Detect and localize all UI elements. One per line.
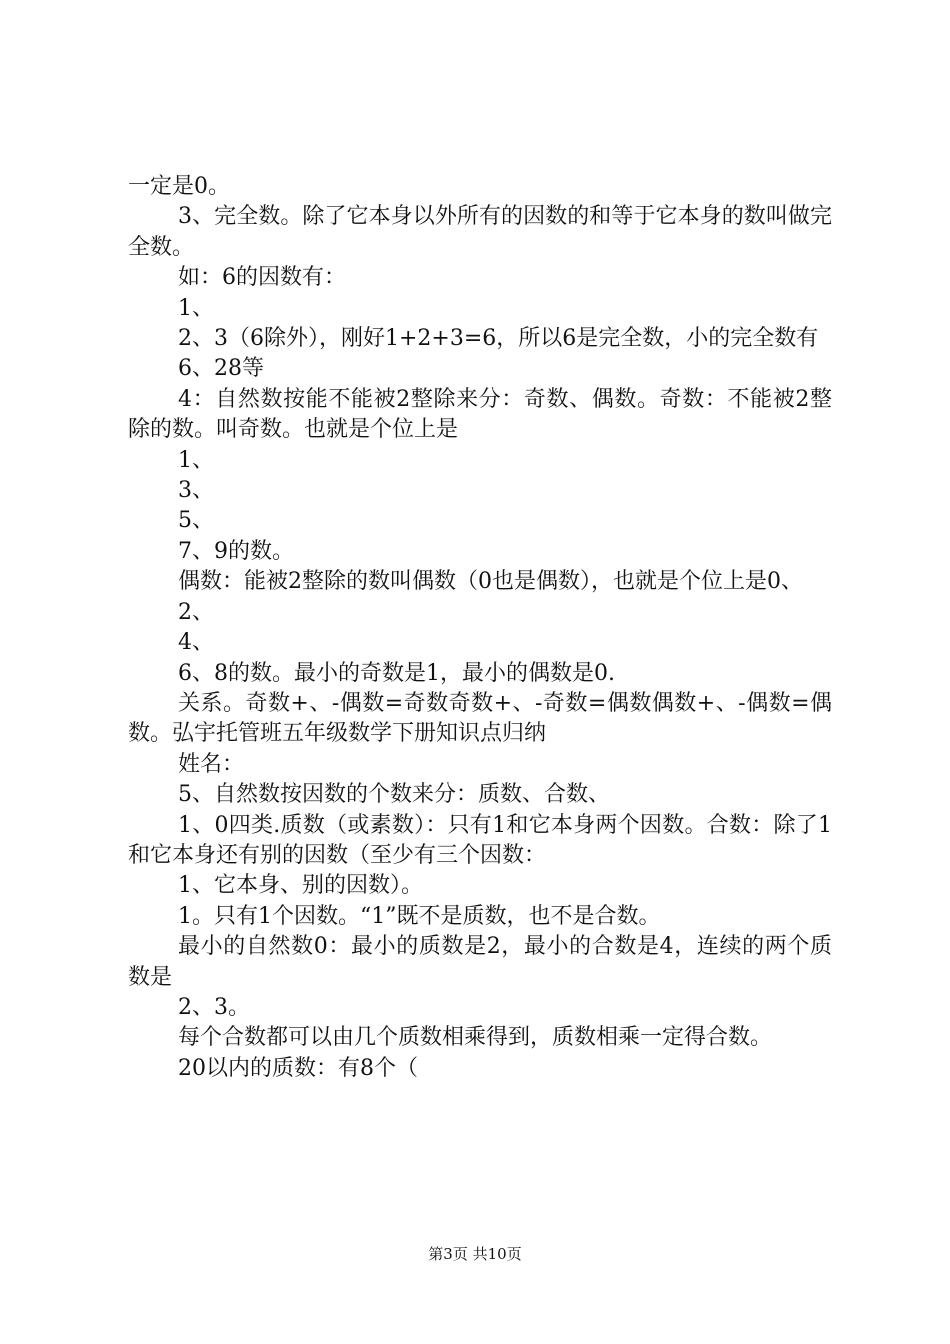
paragraph: 最小的自然数0：最小的质数是2，最小的合数是4，连续的两个质数是 (128, 934, 832, 990)
paragraph: 如：6的因数有： (178, 265, 346, 291)
paragraph: 1、 (178, 295, 214, 321)
page-footer: 第3页 共10页 (428, 1245, 522, 1263)
paragraph: 5、 (178, 508, 214, 534)
paragraph: 5、自然数按因数的个数来分：质数、合数、 (178, 782, 610, 808)
paragraph: 一定是0。 (128, 174, 230, 199)
paragraph: 每个合数都可以由几个质数相乘得到，质数相乘一定得合数。 (178, 1025, 773, 1051)
paragraph: 姓名： (178, 751, 245, 777)
paragraph: 7、9的数。 (178, 538, 294, 564)
paragraph: 1。只有1个因数。“1”既不是质数，也不是合数。 (178, 903, 661, 929)
paragraph: 2、3。 (178, 994, 250, 1020)
paragraph: 1、0四类.质数（或素数）：只有1和它本身两个因数。合数：除了1和它本身还有别的因数（至少有三个因数： (128, 812, 832, 868)
paragraph: 1、它本身、别的因数）。 (178, 873, 423, 899)
paragraph: 6、28等 (178, 356, 264, 382)
paragraph: 1、 (178, 447, 214, 473)
paragraph: 20以内的质数：有8个（ (178, 1055, 418, 1081)
paragraph: 4、 (178, 630, 214, 656)
paragraph: 关系。奇数+、-偶数=奇数奇数+、-奇数=偶数偶数+、-偶数=偶数。弘宇托管班五年级数学下册知识点归纳 (128, 690, 832, 747)
paragraph: 4：自然数按能不能被2整除来分：奇数、偶数。奇数：不能被2整除的数。叫奇数。也就是个位上是 (128, 386, 832, 443)
paragraph: 2、 (178, 599, 214, 625)
paragraph: 2、3（6除外），刚好1+2+3=6，所以6是完全数，小的完全数有 (178, 326, 819, 352)
paragraph: 3、 (178, 478, 214, 504)
document-body (128, 172, 832, 1084)
paragraph: 偶数：能被2整除的数叫偶数（0也是偶数），也就是个位上是0、 (178, 569, 803, 595)
paragraph: 6、8的数。最小的奇数是1，最小的偶数是0. (178, 660, 615, 686)
paragraph: 3、完全数。除了它本身以外所有的因数的和等于它本身的数叫做完全数。 (128, 204, 832, 260)
